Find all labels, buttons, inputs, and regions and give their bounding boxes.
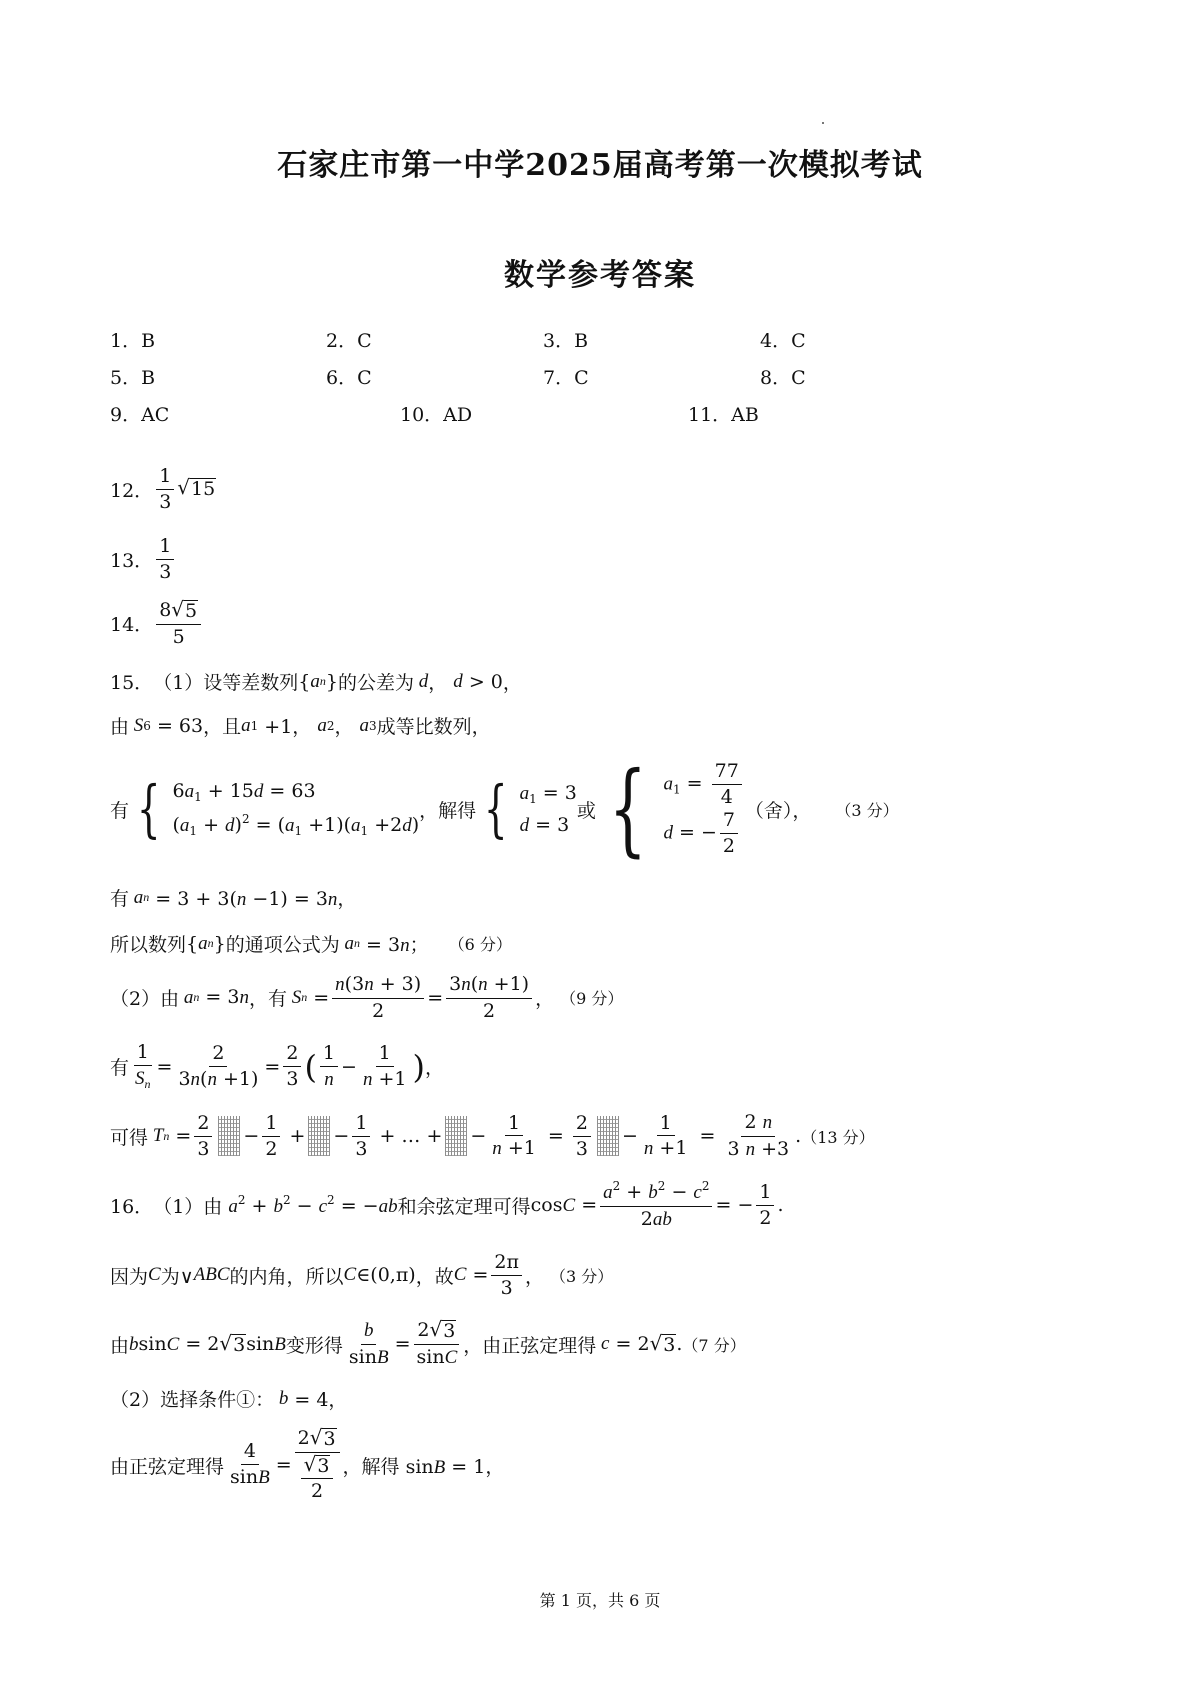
q15-line-1: 15． （1）设等差数列 { a n } 的公差为 d ， d > 0 ，: [110, 670, 522, 694]
q16-line-1: 16． （1）由 $a^2 + b^2 - c^2 = -ab$ 和余弦定理可得 cosC = $\frac{a^2 + b^2 - c^2}{2ab}$ = − $\frac{1}{2}$ .: [110, 1179, 784, 1230]
answer-1: 1．B: [110, 330, 156, 352]
speck-mark: [822, 122, 824, 124]
answer-subtitle: 数学参考答案: [504, 258, 696, 293]
exam-title: 石家庄市第一中学2025届高考第一次模拟考试: [277, 148, 923, 183]
answer-14: 14． 8 √ 5 5: [110, 600, 204, 648]
answer-3: 3．B: [543, 330, 589, 352]
answer-7: 7．C: [543, 367, 589, 389]
fraction: $\frac{1}{3}$: [156, 536, 174, 583]
answer-4: 4．C: [760, 330, 806, 352]
equation-system: { $6a_1 + 15d = 63$ $(a_1 + d)^2 = (a_1 +1)(a_1 +2d)$: [136, 772, 420, 845]
q15-line-an: 有 a n = 3 + 3(n −1) = 3n，: [110, 886, 357, 910]
q15-part2-line: （2）由 a n = 3n ，有 S n = $\frac{n(3n + 3)}{2}$ = $\frac{3n(n +1)}{2}$ ， （9 分）: [110, 973, 624, 1022]
answer-2: 2．C: [326, 330, 372, 352]
answer-8: 8．C: [760, 367, 806, 389]
q16-sine-line: 由正弦定理得 $\frac{4}{\sin B}$ = 2 √ 3 √ 3 2 ，解得 sinB = 1，: [110, 1424, 505, 1503]
q15-sum-line: 可得 T n = $\frac{2}{3}$ − $\frac{1}{2}$ + − $\frac{1}{3}$ + … + − $\frac{1}{n +1}$ = $\frac{2}{3}$ − $\frac{1}{n +1}$ = $\frac{2 n}{3 n +3}$ . （13 分）: [110, 1111, 875, 1160]
answer-6: 6．C: [326, 367, 372, 389]
q16-part2-line: （2）选择条件①： b = 4，: [110, 1387, 348, 1411]
q15-reciprocal-line: 有 $\frac{1}{S_n}$ = $\frac{2}{3n(n +1)}$ = $\frac{2}{3}$ ( $\frac{1}{n}$ − $\frac{1}{n +1}$ ) ，: [110, 1041, 444, 1091]
discarded-system: { $a_1$ = $\frac{77}{4}$ d = − $\frac{7}{2}$: [596, 759, 745, 859]
answer-5: 5．B: [110, 367, 156, 389]
garbled-glyphs: [308, 1116, 330, 1156]
q15-line-2: 由 S 6 = 63 ，且 a 1 +1， a 2 ， a 3 成等比数列，: [110, 714, 491, 738]
garbled-glyphs: [218, 1116, 240, 1156]
answer-9: 9．AC: [110, 404, 170, 426]
answer-10: 10．AD: [400, 404, 473, 426]
q15-line-formula: 所以数列 { a n } 的通项公式为 a n = 3n； （6 分）: [110, 932, 512, 956]
garbled-glyphs: [597, 1116, 619, 1156]
answer-13: 13． $\frac{1}{3}$: [110, 536, 177, 583]
answer-12: 12． $\frac{1}{3}$ √ 15: [110, 465, 216, 513]
fraction: 8 √ 5 5: [156, 600, 201, 648]
page-footer: 第 1 页，共 6 页: [539, 1591, 661, 1610]
q15-system-line: 有 { $6a_1 + 15d = 63$ $(a_1 + d)^2 = (a_1 +1)(a_1 +2d)$ ，解得 { $a_1 = 3$ d = 3 或 { $a_1$ = $\frac{77}{4}$ d = − $\frac{7}{2}$ （舍）， （3 分）: [110, 750, 899, 867]
garbled-glyphs: [445, 1116, 467, 1156]
q16-line-2: 因为 C 为∨ ABC 的内角，所以 C ∈(0,π) ，故 C = $\frac{2\pi}{3}$ ， （3 分）: [110, 1251, 614, 1299]
solution-system: { $a_1 = 3$ d = 3: [484, 772, 577, 845]
fraction: $\frac{1}{3}$: [156, 466, 174, 513]
q16-line-3: 由 bsinC = 2 √ 3 sinB 变形得 $\frac{b}{\sin B}$ = 2 √ 3 sinC ，由正弦定理得 c = 2 √ 3 . （7 分）: [110, 1317, 746, 1368]
answer-11: 11．AB: [688, 404, 759, 426]
